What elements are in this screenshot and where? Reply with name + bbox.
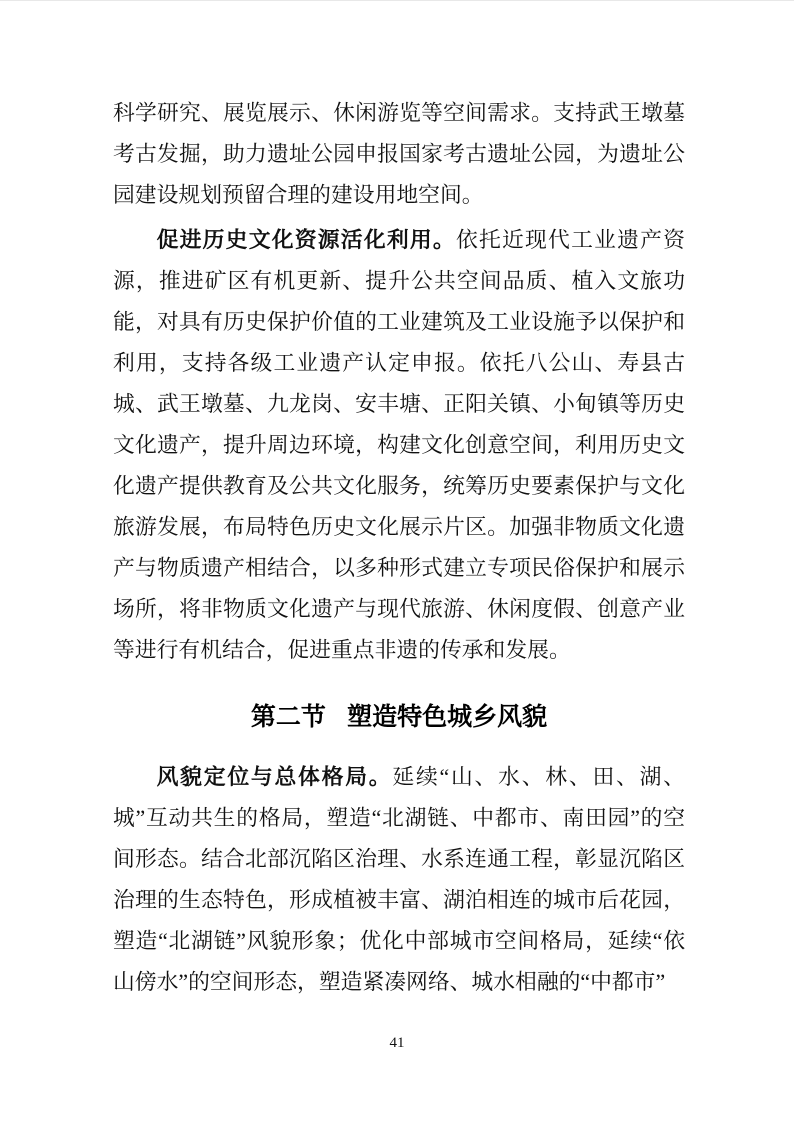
- paragraph-landscape-pattern: [113, 757, 685, 1003]
- paragraph-lead-heritage-utilization: 促进历史文化资源活化利用。: [156, 228, 456, 252]
- section-heading: [113, 697, 685, 738]
- document-body: [113, 93, 685, 1007]
- paragraph-continuation-text: 科学研究、展览展示、休闲游览等空间需求。支持武王墩墓考古发掘，助力遗址公园申报国家考古遗址公园，为遗址公园建设规划预留合理的建设用地空间。: [113, 101, 685, 207]
- page-number: 41: [389, 1035, 405, 1051]
- paragraph-lead-landscape-pattern: 风貌定位与总体格局。: [156, 765, 393, 789]
- paragraph-continuation: [113, 93, 685, 216]
- paragraph-text-heritage-utilization: 依托近现代工业遗产资源，推进矿区有机更新、提升公共空间品质、植入文旅功能，对具有历史保护价值的工业建筑及工业设施予以保护和利用，支持各级工业遗产认定申报。依托八公山、寿县古城、武王墩墓、九龙岗、安丰塘、正阳关镇、小甸镇等历史文化遗产，提升周边环境，构建文化创意空间，利用历史文化遗产提供教育及公共文化服务，统筹历史要素保护与文化旅游发展，布局特色历史文化展示片区。加强非物质文化遗产与物质遗产相结合，以多种形式建立专项民俗保护和展示场所，将非物质文化遗产与现代旅游、休闲度假、创意产业等进行有机结合，促进重点非遗的传承和发展。: [113, 228, 685, 662]
- paragraph-text-landscape-pattern: 延续“山、水、林、田、湖、城”互动共生的格局，塑造“北湖链、中都市、南田园”的空间形态。结合北部沉陷区治理、水系连通工程，彰显沉陷区治理的生态特色，形成植被丰富、湖泊相连的城市后花园，塑造“北湖链”风貌形象；优化中部城市空间格局，延续“依山傍水”的空间形态，塑造紧凑网络、城水相融的“中都市”: [113, 765, 685, 994]
- section-heading-title: 塑造特色城乡风貌: [347, 703, 548, 731]
- section-heading-number: 第二节: [250, 703, 326, 731]
- paragraph-heritage-utilization: [113, 220, 685, 671]
- page-footer: [0, 1033, 794, 1053]
